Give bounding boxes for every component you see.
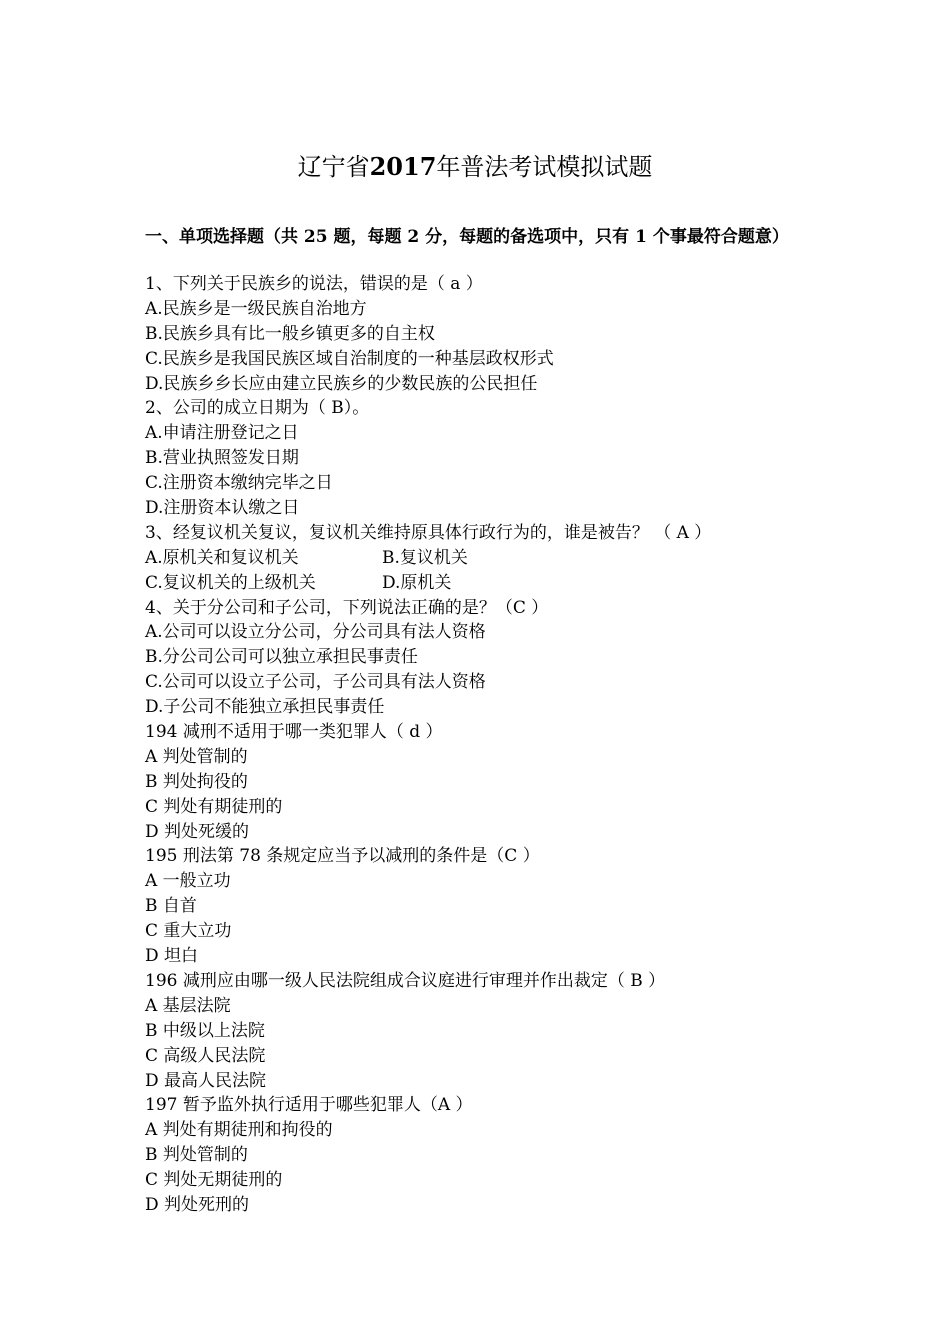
option-label: C.公司可以设立子公司，子公司具有法人资格 (145, 672, 486, 693)
answer-option (145, 820, 845, 845)
answer-option (145, 1118, 845, 1143)
option-label: B 判处管制的 (145, 1145, 248, 1166)
question-list (145, 272, 845, 1218)
question-label: 194 减刑不适用于哪一类犯罪人（ d ） (145, 722, 443, 743)
option-label: C.民族乡是我国民族区域自治制度的一种基层政权形式 (145, 348, 554, 369)
answer-option (145, 471, 845, 496)
answer-option (145, 919, 845, 944)
option-label: C 判处无期徒刑的 (145, 1170, 283, 1191)
answer-option (145, 695, 845, 720)
option-label: B.分公司公司可以独立承担民事责任 (145, 647, 418, 668)
answer-option (145, 421, 845, 446)
option-label: D 判处死缓的 (145, 821, 250, 842)
option-label: C 重大立功 (145, 921, 232, 942)
option-label: A.公司可以设立分公司，分公司具有法人资格 (145, 622, 486, 643)
option-label: B 判处拘役的 (145, 771, 248, 792)
option-label: C 判处有期徒刑的 (145, 796, 283, 817)
question-label: 2、公司的成立日期为（ B）。 (145, 398, 370, 419)
answer-option (145, 1044, 845, 1069)
question-text (145, 272, 845, 297)
question-text (145, 844, 845, 869)
option-label: C.复议机关的上级机关 (145, 572, 316, 593)
answer-option (145, 670, 845, 695)
answer-option (145, 944, 845, 969)
answer-option (145, 1069, 845, 1094)
question-text (145, 720, 845, 745)
answer-option (145, 297, 845, 322)
answer-option (145, 894, 845, 919)
option-label: C.注册资本缴纳完毕之日 (145, 473, 333, 494)
answer-option (145, 496, 845, 521)
answer-option (145, 322, 845, 347)
answer-option (145, 869, 845, 894)
question-text (145, 396, 845, 421)
option-label: D 坦白 (145, 946, 199, 967)
option-label: D.注册资本认缴之日 (145, 498, 300, 519)
answer-option (145, 620, 845, 645)
title-prefix: 辽宁省 (297, 153, 370, 181)
option-label: D 最高人民法院 (145, 1070, 267, 1091)
answer-option (145, 372, 845, 397)
answer-option (145, 1143, 845, 1168)
option-label: D 判处死刑的 (145, 1194, 250, 1215)
question-label: 3、经复议机关复议，复议机关维持原具体行政行为的，谁是被告？ （ A ） (145, 522, 712, 543)
option-label: C 高级人民法院 (145, 1045, 266, 1066)
option-label: B 中级以上法院 (145, 1020, 265, 1041)
option-label: A.申请注册登记之日 (145, 423, 299, 444)
question-text (145, 1093, 845, 1118)
option-label: A.民族乡是一级民族自治地方 (145, 298, 367, 319)
question-label: 196 减刑应由哪一级人民法院组成合议庭进行审理并作出裁定（ B ） (145, 970, 666, 991)
answer-option (145, 1193, 845, 1218)
option-label: D.原机关 (382, 572, 452, 593)
question-label: 1、下列关于民族乡的说法，错误的是（ a ） (145, 274, 483, 294)
option-label: B.民族乡具有比一般乡镇更多的自主权 (145, 323, 435, 344)
option-label: A 一般立功 (145, 871, 231, 892)
option-label: B 自首 (145, 896, 197, 917)
question-text (145, 521, 845, 546)
page-title (0, 150, 950, 184)
option-label: A 基层法院 (145, 995, 231, 1016)
question-text (145, 969, 845, 994)
answer-option (145, 1168, 845, 1193)
answer-option (145, 446, 845, 471)
answer-option (145, 546, 845, 571)
option-label: A.原机关和复议机关 (145, 547, 299, 568)
question-label: 4、关于分公司和子公司，下列说法正确的是？（C ） (145, 597, 549, 618)
option-label: A 判处管制的 (145, 746, 248, 767)
title-suffix: 年普法考试模拟试题 (436, 153, 653, 181)
option-label: B.营业执照签发日期 (145, 448, 299, 469)
question-label: 195 刑法第 78 条规定应当予以减刑的条件是（C ） (145, 846, 540, 867)
answer-option (145, 745, 845, 770)
answer-option (145, 994, 845, 1019)
answer-option (145, 347, 845, 372)
question-label: 197 暂予监外执行适用于哪些犯罪人（A ） (145, 1095, 473, 1116)
answer-option (145, 1019, 845, 1044)
option-label: B.复议机关 (382, 547, 468, 568)
option-label: D.子公司不能独立承担民事责任 (145, 697, 385, 718)
answer-option (145, 645, 845, 670)
answer-option (145, 795, 845, 820)
answer-option (145, 571, 845, 596)
title-year: 2017 (369, 152, 437, 181)
option-label: D.民族乡乡长应由建立民族乡的少数民族的公民担任 (145, 373, 538, 394)
question-text (145, 596, 845, 621)
section-heading: 一、单项选择题（共 25 题，每题 2 分，每题的备选项中，只有 1 个事最符合题意） (145, 227, 789, 247)
answer-option (145, 770, 845, 795)
option-label: A 判处有期徒刑和拘役的 (145, 1120, 333, 1141)
